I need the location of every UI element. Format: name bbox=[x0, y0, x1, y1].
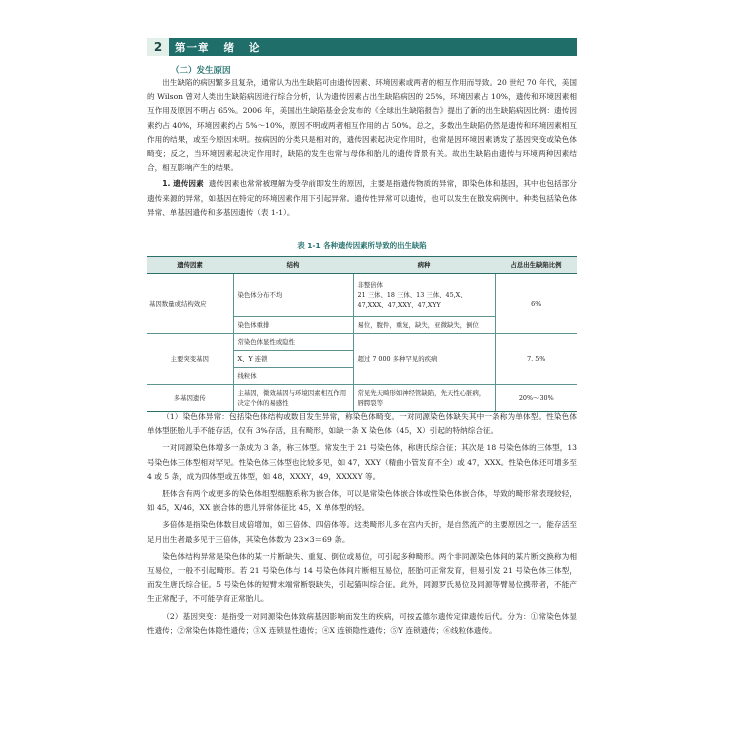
paragraph-trisomy: 一对同源染色体增多一条成为 3 条，称三体型。常发生于 21 号染色体，称唐氏综合征；其次是 18 号染色体的三体型，13 号染色体三体型相对罕见。性染色体三体型也比较多见，如 47，XXY（精曲小管发育不全）或 47，XXX。性染色体还可增多至 4 或 5 条，成为四体型或五体型，如 48，XXXY，49，XXXXY 等。 bbox=[147, 443, 577, 481]
table-row bbox=[147, 385, 577, 412]
table-header-cell: 占总出生缺陷比例 bbox=[495, 257, 577, 274]
table-cell-disease: 常见先天畸形如神经管缺陷，先天性心脏病，唇腭裂等 bbox=[353, 385, 495, 412]
table-cell-disease: 非整倍体 21 三体、18 三体、13 三体、45,X、47,XXX、47,XXY、47,XYY bbox=[353, 274, 495, 317]
table-cell-structure: 线粒体 bbox=[233, 368, 353, 385]
page-number: 2 bbox=[147, 38, 169, 56]
table-cell-ratio: 20%～30% bbox=[495, 385, 577, 412]
chapter-title: 第一章 绪 论 bbox=[175, 41, 261, 54]
table-cell-structure: 染色体重排 bbox=[233, 317, 353, 334]
table-cell-factor: 基因数量或结构效应 bbox=[147, 274, 233, 334]
body-block-2 bbox=[147, 410, 577, 638]
table-cell-ratio: 7. 5% bbox=[495, 334, 577, 385]
table-caption: 表 1-1 各种遗传因素所导致的出生缺陷 bbox=[297, 241, 427, 250]
table-header-row bbox=[147, 257, 577, 274]
paragraph-gene-mutation: （2）基因突变：是指受一对同源染色体致病基因影响而发生的疾病，可按孟德尔遗传定律遗传后代。分为：①常染色体显性遗传；②常染色体隐性遗传；③X 连锁显性遗传；④X 连锁隐性遗传；⑤Y 连锁遗传；⑥线粒体遗传。 bbox=[147, 611, 577, 635]
table-header-cell: 病种 bbox=[353, 257, 495, 274]
paragraph-polyploid: 多倍体是指染色体数目成倍增加，如三倍体、四倍体等。这类畸形儿多在宫内夭折，是自然流产的主要原因之一。能存活至足月出生者最多见于三倍体，其染色体数为 23×3＝69 条。 bbox=[147, 520, 577, 544]
table-cell-structure: 常染色体显性或隐性 bbox=[233, 334, 353, 351]
body-block-1 bbox=[147, 76, 577, 220]
chapter-header-bar bbox=[147, 38, 577, 56]
table-cell-structure: 主基因，微效基因与环境因素相互作用决定个体的易感性 bbox=[233, 385, 353, 412]
table-cell-disease: 超过 7 000 多种罕见的疾病 bbox=[353, 334, 495, 385]
table-header-cell: 遗传因素 bbox=[147, 257, 233, 274]
section-heading: （二）发生原因 bbox=[171, 66, 231, 76]
paragraph-structural-abnormality: 染色体结构异常是染色体的某一片断缺失、重复、倒位或易位，可引起多种畸形。两个非同源染色体间的某片断交换称为相互易位，一般不引起畸形。若 21 号染色体与 14 号染色体间片断相互易位，胚胎可正常发育，但易引发 21 号染色体三体型，而发生唐氏综合征。5 号染色体的短臂末端常断裂缺失，引起猫叫综合征。此外，同源罗氏易位及同源等臂易位携带者，不能产生正常配子，不可能孕育正常胎儿。 bbox=[147, 551, 577, 604]
table-cell-structure: X、Y 连锁 bbox=[233, 351, 353, 368]
table-cell-structure: 染色体分布不均 bbox=[233, 274, 353, 317]
genetic-factors-table bbox=[147, 256, 577, 412]
table-cell-factor: 多基因遗传 bbox=[147, 385, 233, 412]
paragraph-genetic-factors bbox=[147, 177, 577, 220]
table-cell-disease: 易位，腹件，重复，缺失，亚微缺失，倒位 bbox=[353, 317, 495, 334]
paragraph-causes: 出生缺陷的病因繁多且复杂，通常认为出生缺陷可由遗传因素、环境因素或两者的相互作用而导致。20 世纪 70 年代，美国的 Wilson 曾对人类出生缺陷病因进行综合分析，认为遗传因素占出生缺陷病因的 25%，环境因素占 10%，遗传和环境因素相互作用及原因不明占 65%。2006 年，美国出生缺陷基金会发布的《全球出生缺陷报告》提出了新的出生缺陷病因比例：遗传因素约占 40%，环境因素约占 5%～10%，原因不明或两者相互作用的占 50%。总之，多数出生缺陷仍然是遗传和环境因素相互作用的结果，或至今原因未明。按病因的分类只是相对的，遗传因素起决定作用时，也常是因环境因素诱发了基因突变或染色体畸变；反之，当环境因素起决定作用时，缺陷的发生也常与母体和胎儿的遗传背景有关。故出生缺陷由遗传与环境两种因素结合，相互影响产生的结果。 bbox=[147, 78, 577, 173]
table-row bbox=[147, 274, 577, 317]
paragraph-lead: 1. 遗传因素 bbox=[162, 179, 204, 189]
table-cell-ratio: 6% bbox=[495, 274, 577, 334]
paragraph-text: 遗传因素也常常被理解为受孕前即发生的原因，主要是指遗传物质的异常，即染色体和基因，其中也包括部分遗传来源的异常，如基因在特定的环境因素作用下引起异常。遗传性异常可以遗传，也可以发生在散发病例中。种类包括染色体异常、单基因遗传和多基因遗传（表 1-1）。 bbox=[147, 179, 578, 217]
paragraph-chromosome-abnormality: （1）染色体异常：包括染色体结构或数目发生异常，称染色体畸变。一对同源染色体缺失其中一条称为单体型。性染色体单体型胚胎儿手不能存活，仅有 3%存活，且有畸形，如缺一条 X 染色体（45，X）引起的特纳综合征。 bbox=[147, 412, 577, 436]
table-header-cell: 结构 bbox=[233, 257, 353, 274]
paragraph-mosaic: 胚体含有两个或更多的染色体组型细胞系称为嵌合体，可以是常染色体嵌合体或性染色体嵌合体，导致的畸形常表现较轻，如 45，X/46，XX 嵌合体的患儿异常体征比 45，X 单体型的轻。 bbox=[147, 489, 577, 513]
table-cell-factor: 主要突变基因 bbox=[147, 334, 233, 385]
table-row bbox=[147, 334, 577, 351]
